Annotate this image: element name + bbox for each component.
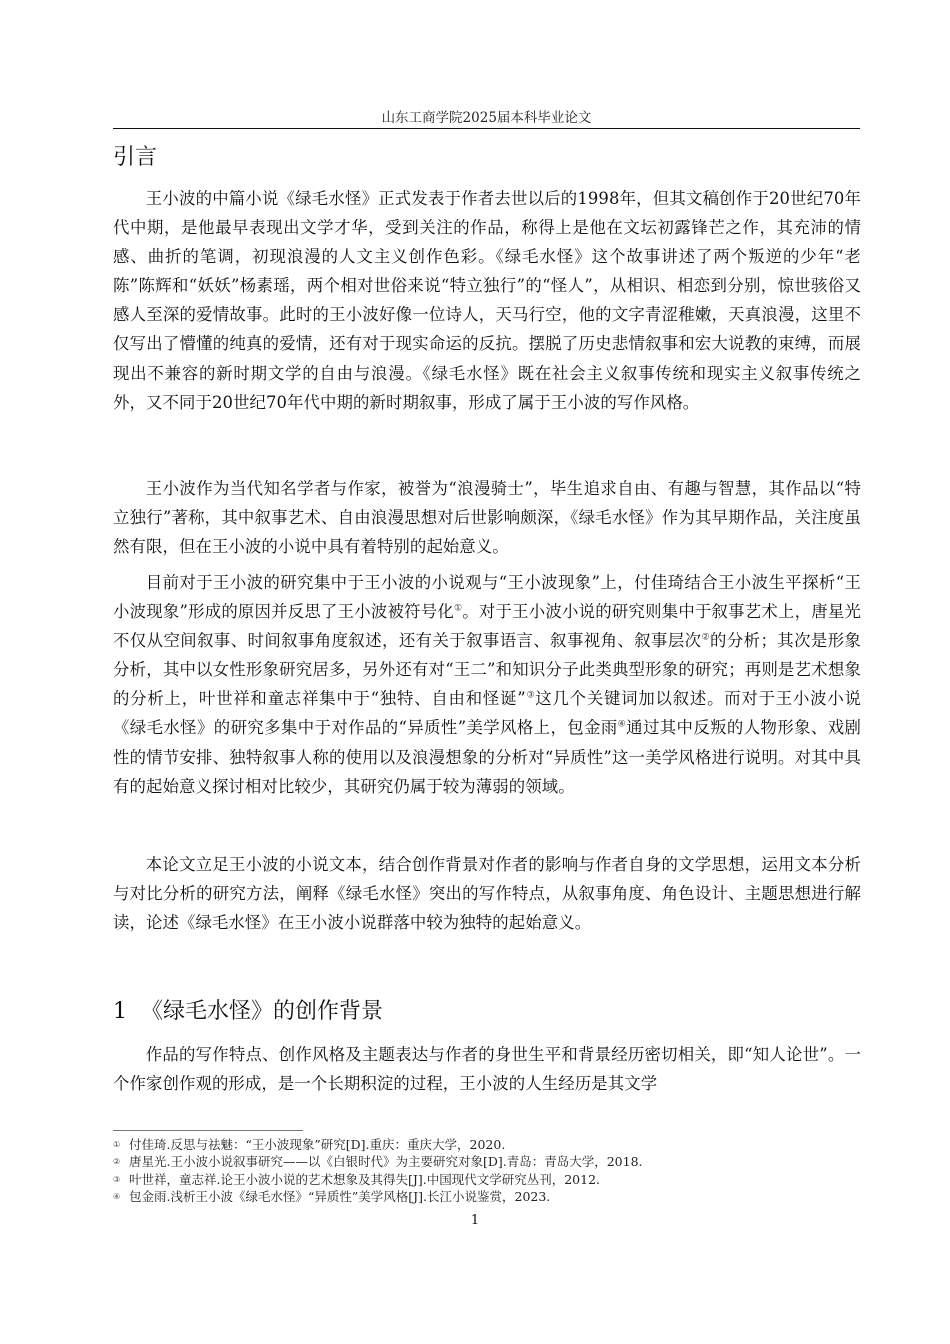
footnote-3 (113, 1171, 873, 1188)
footnote-text: 叶世祥，童志祥.论王小波小说的艺术想象及其得失[J].中国现代文学研究丛刊，2012. (129, 1171, 600, 1187)
section-number: 1 (113, 999, 127, 1024)
footnote-ref-2: ② (701, 632, 710, 643)
footnote-mark: ③ (113, 1174, 121, 1184)
footnote-ref-1: ① (453, 603, 463, 614)
footnote-mark: ④ (113, 1191, 121, 1201)
footnote-ref-3: ③ (525, 690, 536, 701)
p3-text-b: 。对于王小波小说的研究则集中于叙事艺术上，唐星光不仅从空间叙事、时间叙事角度叙述，还有关于叙事语言、叙事视角、叙事层次 (113, 602, 861, 651)
intro-paragraph-4: 本论文立足王小波的小说文本，结合创作背景对作者的影响与作者自身的文学思想，运用文本分析与对比分析的研究方法，阐释《绿毛水怪》突出的写作特点，从叙事角度、角色设计、主题思想进行解读，论述《绿毛水怪》在王小波小说群落中较为独特的起始意义。 (113, 855, 861, 933)
header-rule (113, 128, 860, 129)
footnote-text: 唐星光.王小波小说叙事研究——以《白银时代》为主要研究对象[D].青岛：青岛大学，2018. (129, 1154, 643, 1170)
p3-text-d: 这几个关键词加以叙述。而对于王小波小说《绿毛水怪》的研究多集中于对作品的“异质性”美学风格上，包金雨 (113, 689, 861, 738)
section-title: 《绿毛水怪》的创作背景 (141, 999, 384, 1024)
footnote-mark: ① (113, 1140, 121, 1149)
running-header: 山东工商学院2025届本科毕业论文 (381, 110, 592, 126)
footnote-4 (113, 1188, 873, 1205)
intro-paragraph-3 (113, 568, 861, 801)
p3-text-a: 目前对于王小波的研究集中于王小波的小说观与“王小波现象”上，付佳琦结合王小波生平探析“王小波现象”形成的原因并反思了王小波被符号化 (113, 573, 861, 622)
footnote-text: 包金雨.浅析王小波《绿毛水怪》“异质性”美学风格[J].长江小说鉴赏，2023. (129, 1188, 551, 1204)
section-heading-intro: 引言 (113, 145, 158, 170)
footnotes (113, 1136, 873, 1205)
p3-text-c: 的分析；其次是形象分析，其中以女性形象研究居多，另外还有对“王二”和知识分子此类典型形象的研究；再则是艺术想象的分析上，叶世祥和童志祥集中于“独特、自由和怪诞” (113, 631, 862, 709)
page-number: 1 (470, 1213, 480, 1228)
section-1-paragraph-1: 作品的写作特点、创作风格及主题表达与作者的身世生平和背景经历密切相关，即“知人论世”。一个作家创作观的形成，是一个长期积淀的过程，王小波的人生经历是其文学 (113, 1045, 861, 1094)
intro-paragraph-2: 王小波作为当代知名学者与作家，被誉为“浪漫骑士”，毕生追求自由、有趣与智慧，其作品以“特立独行”著称，其中叙事艺术、自由浪漫思想对后世影响颇深，《绿毛水怪》作为其早期作品，关注度虽然有限，但在王小波的小说中具有着特别的起始意义。 (113, 479, 861, 557)
footnote-text: 付佳琦.反思与祛魅：“王小波现象”研究[D].重庆：重庆大学，2020. (129, 1137, 506, 1152)
footnote-mark: ② (113, 1157, 121, 1167)
intro-paragraph-1: 王小波的中篇小说《绿毛水怪》正式发表于作者去世以后的1998年，但其文稿创作于20世纪70年代中期，是他最早表现出文学才华，受到关注的作品，称得上是他在文坛初露锋芒之作，其充沛的情感、曲折的笔调，初现浪漫的人文主义创作色彩。《绿毛水怪》这个故事讲述了两个叛逆的少年“老陈”陈辉和“妖妖”杨素瑶，两个相对世俗来说“特立独行”的“怪人”，从相识、相恋到分别，惊世骇俗又感人至深的爱情故事。此时的王小波好像一位诗人，天马行空，他的文字青涩稚嫩，天真浪漫，这里不仅写出了懵懂的纯真的爱情，还有对于现实命运的反抗。摆脱了历史悲情叙事和宏大说教的束缚，而展现出不兼容的新时期文学的自由与浪漫。《绿毛水怪》既在社会主义叙事传统和现实主义叙事传统之外，又不同于20世纪70年代中期的新时期叙事，形成了属于王小波的写作风格。 (113, 189, 861, 412)
footnote-rule (113, 1130, 303, 1131)
section-heading-1 (113, 994, 383, 1025)
footnote-ref-4: ④ (617, 720, 627, 730)
p3-text-e: 通过其中反叛的人物形象、戏剧性的情节安排、独特叙事人称的使用以及浪漫想象的分析对“异质性”这一美学风格进行说明。对其中具有的起始意义探讨相对比较少，其研究仍属于较为薄弱的领域。 (113, 718, 862, 796)
footnote-1 (113, 1136, 873, 1153)
footnote-2 (113, 1153, 873, 1170)
